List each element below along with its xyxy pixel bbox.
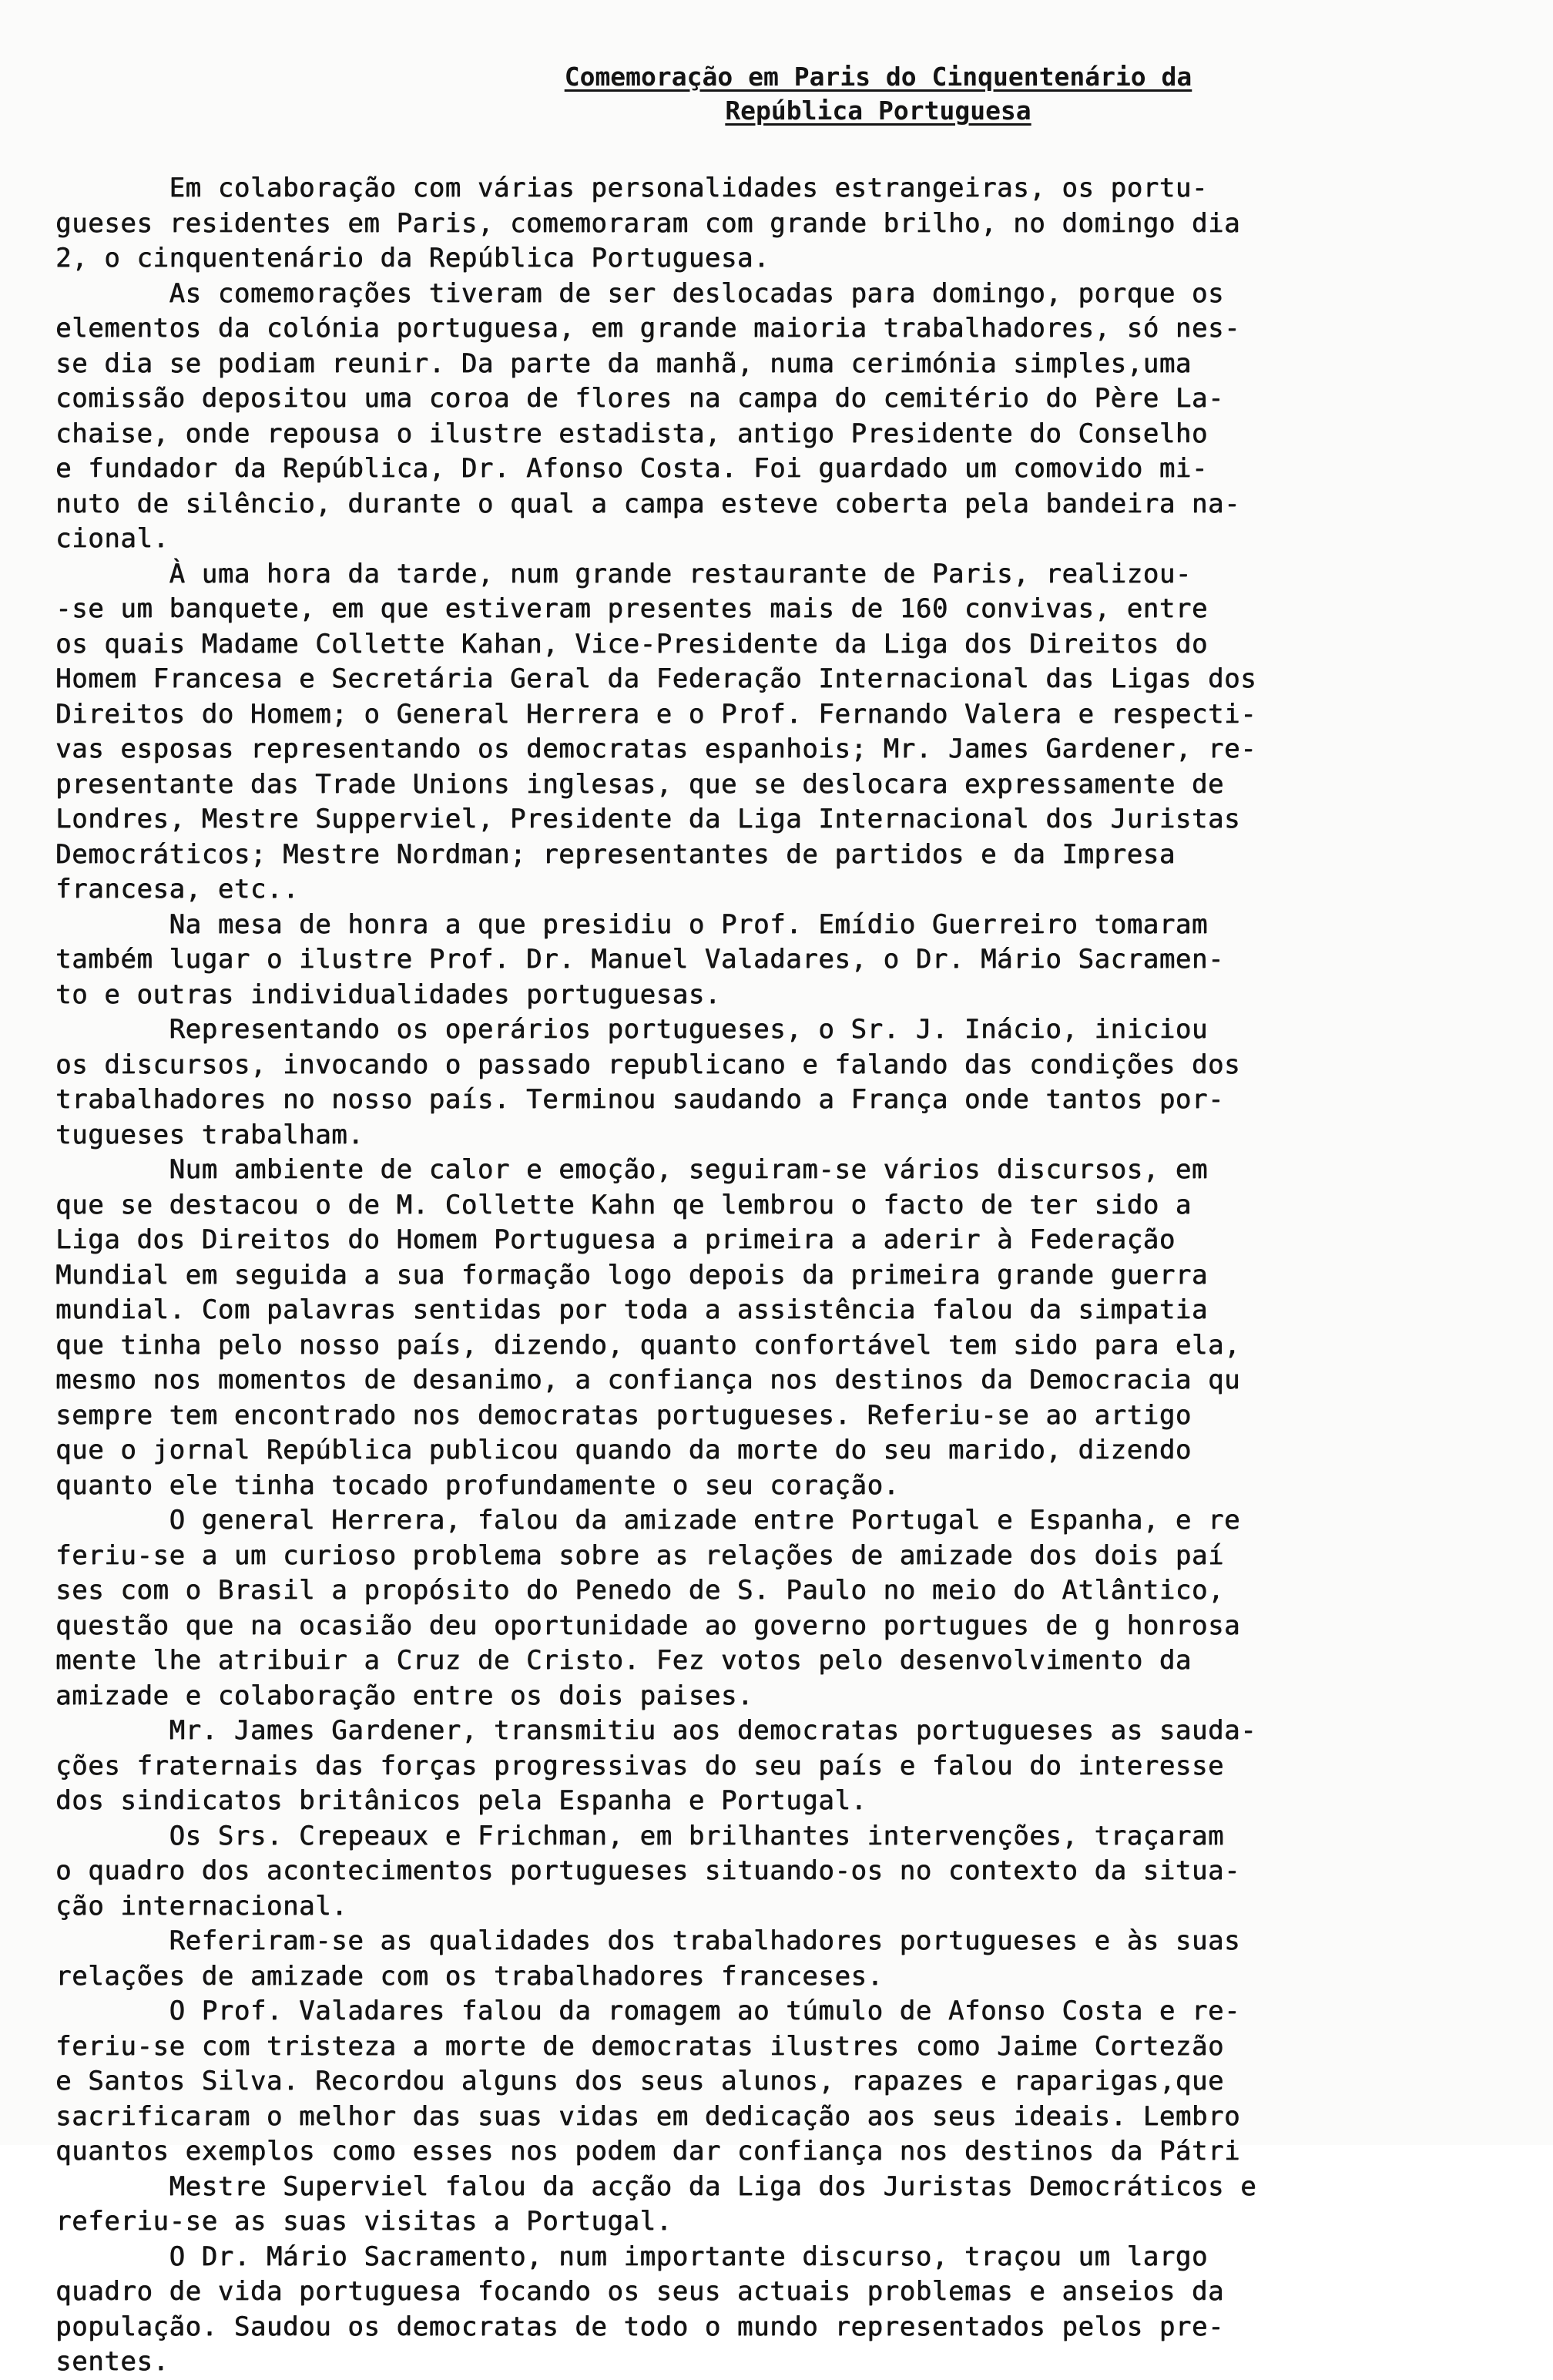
text-line: quanto ele tinha tocado profundamente o seu coração. [55,1469,900,1501]
text-line: que o jornal República publicou quando da morte do seu marido, dizendo [55,1435,1192,1465]
text-line: 2, o cinquentenário da República Portuguesa. [55,243,770,274]
text-line: O Dr. Mário Sacramento, num importante discurso, traçou um largo [55,2241,1208,2272]
text-line: Homem Francesa e Secretária Geral da Federação Internacional das Ligas dos [55,663,1257,694]
text-line: As comemorações tiveram de ser deslocadas para domingo, porque os [55,277,1225,309]
text-line: comissão depositou uma coroa de flores na campa do cemitério do Père La- [55,383,1225,414]
text-line: sentes. [55,2346,169,2377]
text-line: francesa, etc.. [55,874,300,905]
text-line: Direitos do Homem; o General Herrera e o Prof. Fernando Valera e respecti- [55,698,1257,730]
text-line: referiu-se as suas visitas a Portugal. [55,2206,673,2237]
paragraph [55,1503,1510,1714]
text-line: Mr. James Gardener, transmitiu aos democratas portugueses as sauda- [55,1715,1257,1746]
title-line: Comemoração em Paris do Cinquentenário da [564,62,1192,92]
paragraph [55,1153,1510,1503]
text-line: Liga dos Direitos do Homem Portuguesa a primeira a aderir à Federação [55,1224,1176,1255]
paragraph [55,908,1510,1013]
text-line: tugueses trabalham. [55,1119,364,1150]
paragraph [55,1012,1510,1153]
paragraph [55,1714,1510,1819]
paragraph [55,557,1510,908]
paragraph [55,1994,1510,2170]
text-line: que se destacou o de M. Collette Kahn qe lembrou o facto de ter sido a [55,1189,1192,1220]
text-line: cional. [55,523,169,554]
text-line: -se um banquete, em que estiveram presentes mais de 160 convivas, entre [55,593,1208,624]
text-line: questão que na ocasião deu oportunidade ao governo portugues de g honrosa [55,1610,1241,1641]
text-line: os discursos, invocando o passado republicano e falando das condições dos [55,1049,1241,1080]
text-line: Mestre Superviel falou da acção da Liga dos Juristas Democráticos e [55,2170,1257,2202]
text-line: Em colaboração com várias personalidades estrangeiras, os portu- [55,173,1208,203]
text-line: Representando os operários portugueses, o Sr. J. Inácio, iniciou [55,1014,1208,1045]
text-line: feriu-se a um curioso problema sobre as relações de amizade dos dois paí [55,1539,1225,1571]
text-line: dos sindicatos britânicos pela Espanha e Portugal. [55,1785,867,1816]
text-line: presentante das Trade Unions inglesas, que se deslocara expressamente de [55,768,1225,800]
text-line: que tinha pelo nosso país, dizendo, quanto confortável tem sido para ela, [55,1329,1241,1361]
paragraph [55,1924,1510,1994]
text-line: se dia se podiam reunir. Da parte da manhã, numa cerimónia simples,uma [55,347,1192,379]
text-line: amizade e colaboração entre os dois paises. [55,1680,753,1711]
text-line: o quadro dos acontecimentos portugueses situando-os no contexto da situa- [55,1855,1241,1886]
text-line: Democráticos; Mestre Nordman; representantes de partidos e da Impresa [55,838,1176,870]
text-line: Mundial em seguida a sua formação logo depois da primeira grande guerra [55,1259,1208,1291]
text-line: Os Srs. Crepeaux e Frichman, em brilhantes intervenções, traçaram [55,1820,1225,1851]
text-line: sacrificaram o melhor das suas vidas em dedicação aos seus ideais. Lembro [55,2100,1241,2132]
text-line: mente lhe atribuir a Cruz de Cristo. Fez votos pelo desenvolvimento da [55,1645,1192,1676]
text-line: os quais Madame Collette Kahan, Vice-Presidente da Liga dos Direitos do [55,628,1208,660]
text-line: feriu-se com tristeza a morte de democratas ilustres como Jaime Cortezão [55,2030,1225,2062]
text-line: Londres, Mestre Supperviel, Presidente da Liga Internacional dos Juristas [55,804,1241,834]
text-line: Num ambiente de calor e emoção, seguiram-se vários discursos, em [55,1154,1208,1185]
text-line: Na mesa de honra a que presidiu o Prof. Emídio Guerreiro tomaram [55,908,1208,940]
text-line: quantos exemplos como esses nos podem dar confiança nos destinos da Pátri [55,2136,1241,2167]
text-line: nuto de silêncio, durante o qual a campa esteve coberta pela bandeira na- [55,488,1241,519]
text-line: ções fraternais das forças progressivas do seu país e falou do interesse [55,1750,1225,1781]
text-line: e fundador da República, Dr. Afonso Costa. Foi guardado um comovido mi- [55,453,1208,484]
text-line: O Prof. Valadares falou da romagem ao túmulo de Afonso Costa e re- [55,1996,1241,2026]
paragraph [55,2170,1510,2240]
text-line: À uma hora da tarde, num grande restaurante de Paris, realizou- [55,558,1192,589]
paragraph [55,1819,1510,1925]
text-line: trabalhadores no nosso país. Terminou saudando a França onde tantos por- [55,1084,1225,1115]
text-line: ção internacional. [55,1890,348,1922]
paragraph [55,2240,1510,2380]
text-line: gueses residentes em Paris, comemoraram com grande brilho, no domingo dia [55,207,1241,239]
text-line: ses com o Brasil a propósito do Penedo de S. Paulo no meio do Atlântico, [55,1575,1225,1606]
text-line: quadro de vida portuguesa focando os seus actuais problemas e anseios da [55,2276,1225,2307]
text-line: população. Saudou os democratas de todo o mundo representados pelos pre- [55,2311,1225,2342]
text-line: relações de amizade com os trabalhadores franceses. [55,1960,884,1992]
text-line: elementos da colónia portuguesa, em grande maioria trabalhadores, só nes- [55,313,1241,344]
title-line: República Portuguesa [725,96,1031,126]
paragraph [55,277,1510,557]
text-line: mesmo nos momentos de desanimo, a confiança nos destinos da Democracia qu [55,1365,1241,1395]
text-line: to e outras individualidades portuguesas. [55,979,721,1010]
text-line: chaise, onde repousa o ilustre estadista, antigo Presidente do Conselho [55,418,1208,449]
paragraph [55,171,1510,277]
text-line: O general Herrera, falou da amizade entre Portugal e Espanha, e re [55,1505,1241,1536]
text-line: também lugar o ilustre Prof. Dr. Manuel Valadares, o Dr. Mário Sacramen- [55,944,1225,975]
text-line: Referiram-se as qualidades dos trabalhadores portugueses e às suas [55,1925,1241,1956]
text-line: e Santos Silva. Recordou alguns dos seus alunos, rapazes e raparigas,que [55,2066,1225,2096]
document-body [55,171,1510,2380]
text-line: sempre tem encontrado nos democratas portugueses. Referiu-se ao artigo [55,1399,1192,1431]
text-line: mundial. Com palavras sentidas por toda a assistência falou da simpatia [55,1294,1208,1325]
document-title [431,60,1325,128]
text-line: vas esposas representando os democratas espanhois; Mr. James Gardener, re- [55,733,1257,764]
